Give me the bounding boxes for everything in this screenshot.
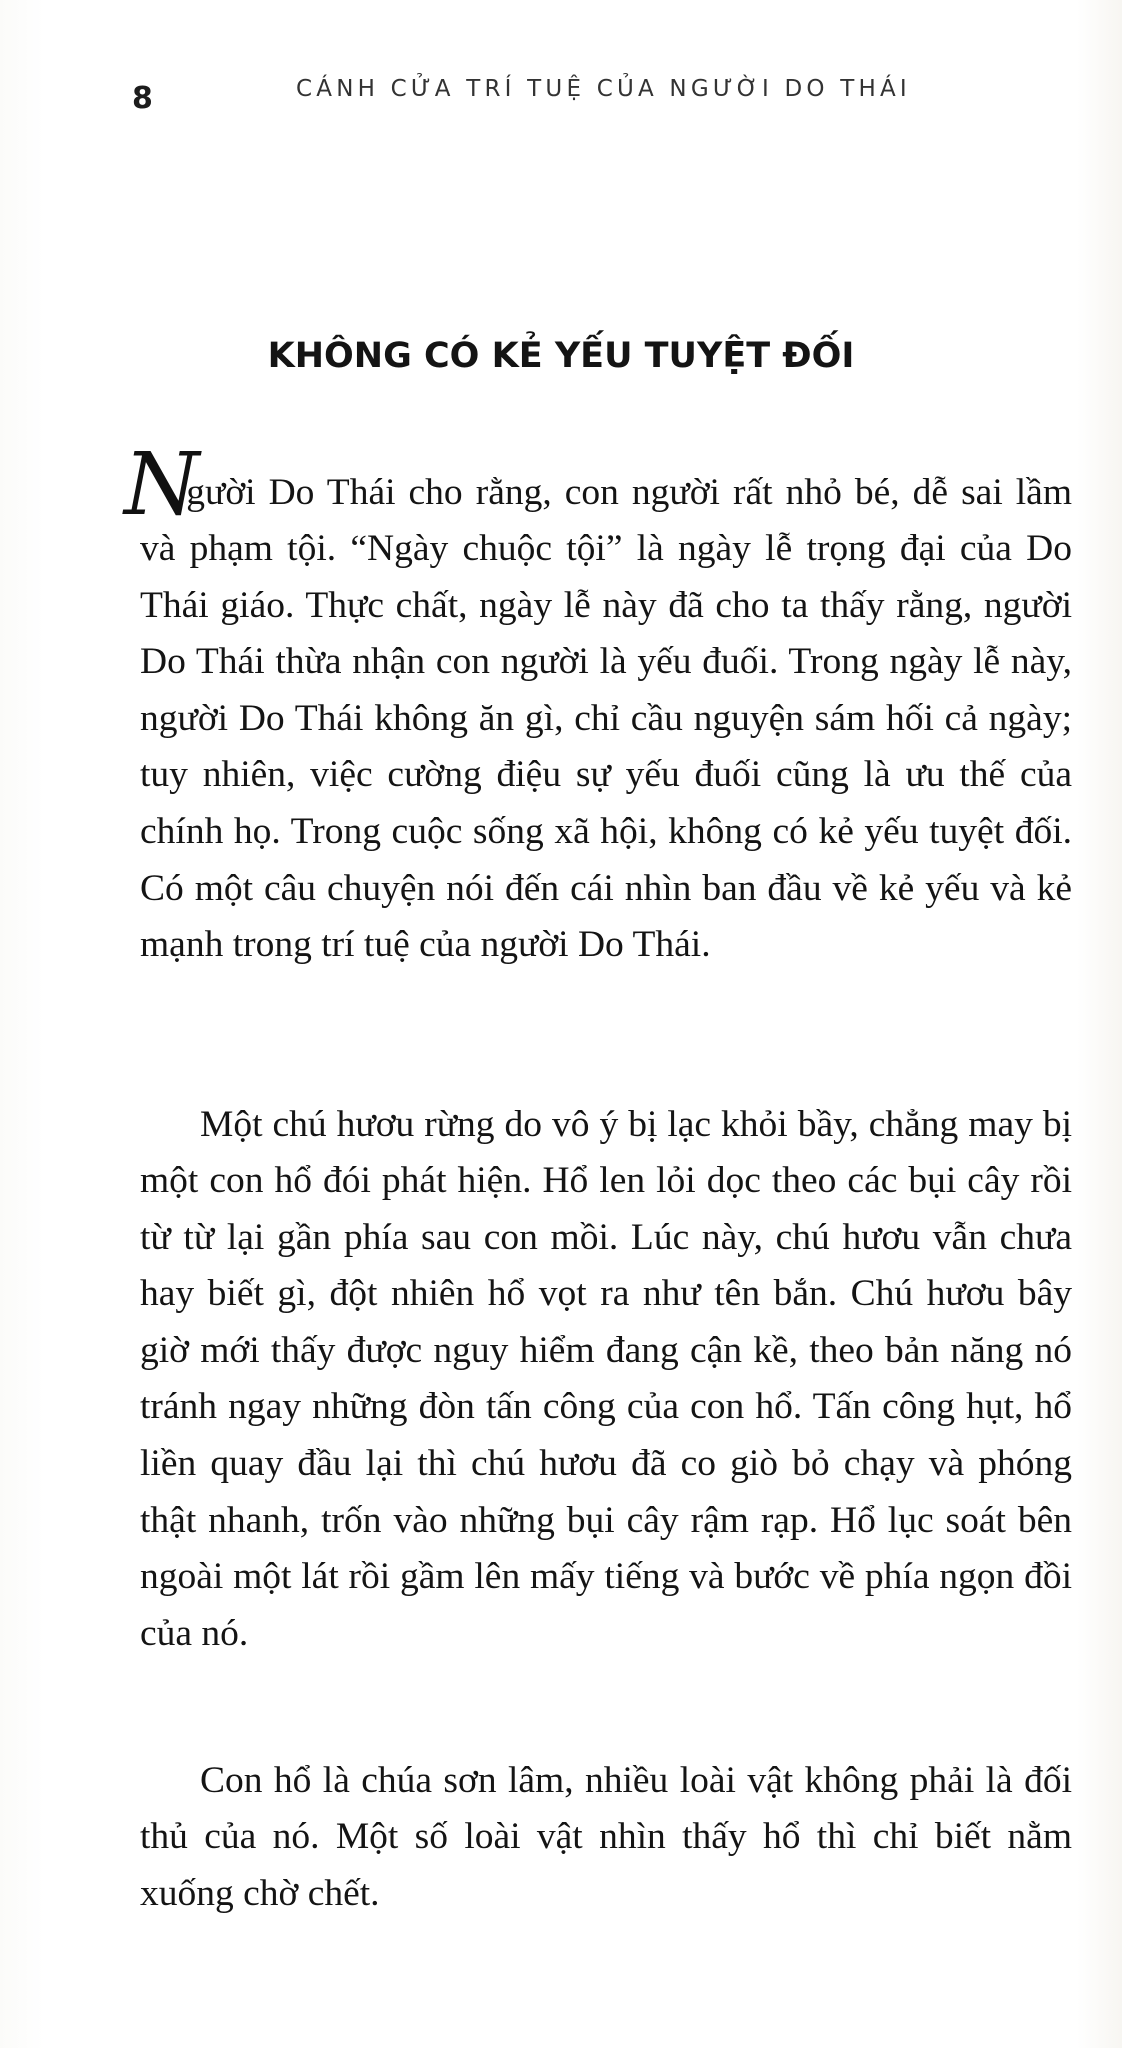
paragraph-3: Con hổ là chúa sơn lâm, nhiều loài vật không phải là đối thủ của nó. Một số loài vật nhìn thấy hổ thì chỉ biết nằm xuống chờ chết. bbox=[140, 1759, 1072, 1914]
paragraph-1-text: gười Do Thái cho rằng, con người rất nhỏ bé, dễ sai lầm và phạm tội. “Ngày chuộc tội” là ngày lễ trọng đại của Do Thái giáo. Thực chất, ngày lễ này đã cho ta thấy rằng, người Do Thái thừa nhận con người là yếu đuối. Trong ngày lễ này, người Do Thái không ăn gì, chỉ cầu nguyện sám hối cả ngày; tuy nhiên, việc cường điệu sự yếu đuối cũng là ưu thế của chính họ. Trong cuộc sống xã hội, không có kẻ yếu tuyệt đối. Có một câu chuyện nói đến cái nhìn ban đầu về kẻ yếu và kẻ mạnh trong trí tuệ của người Do Thái. bbox=[140, 471, 1072, 966]
page-number: 8 bbox=[132, 81, 153, 116]
running-head-title: CÁNH CỬA TRÍ TUỆ CỦA NGƯỜI DO THÁI bbox=[296, 76, 911, 102]
paragraph-2: Một chú hươu rừng do vô ý bị lạc khỏi bầy, chẳng may bị một con hổ đói phát hiện. Hổ len lỏi dọc theo các bụi cây rồi từ từ lại gần phía sau con mồi. Lúc này, chú hươu vẫn chưa hay biết gì, đột nhiên hổ vọt ra như tên bắn. Chú hươu bây giờ mới thấy được nguy hiểm đang cận kề, theo bản năng nó tránh ngay những đòn tấn công của con hổ. Tấn công hụt, hổ liền quay đầu lại thì chú hươu đã co giò bỏ chạy và phóng thật nhanh, trốn vào những bụi cây rậm rạp. Hổ lục soát bên ngoài một lát rồi gầm lên mấy tiếng và bước về phía ngọn đồi của nó. bbox=[140, 1103, 1072, 1654]
drop-cap-letter: N bbox=[124, 434, 180, 535]
chapter-title: KHÔNG CÓ KẺ YẾU TUYỆT ĐỐI bbox=[267, 336, 855, 377]
paragraph-1 bbox=[124, 434, 1072, 974]
